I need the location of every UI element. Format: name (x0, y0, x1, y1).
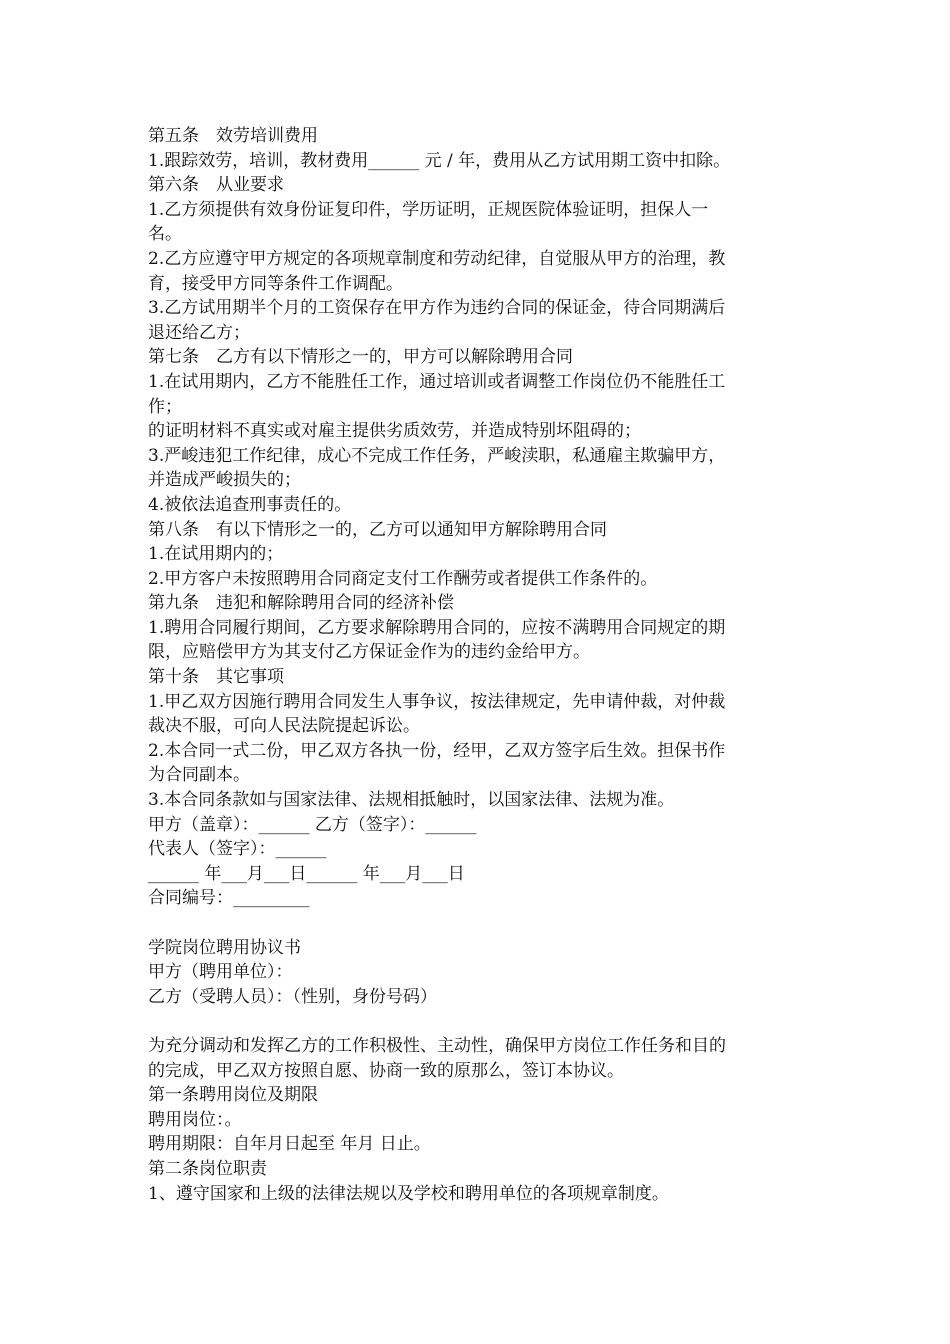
text-line: 1.在试用期内，乙方不能胜任工作，通过培训或者调整工作岗位仍不能胜任工 (148, 371, 726, 392)
article-heading-1: 第一条聘用岗位及期限 (148, 1085, 318, 1106)
document-body (148, 124, 803, 1206)
section-heading-10: 第十条 其它事项 (148, 667, 284, 688)
text-line: 退还给乙方； (148, 322, 250, 343)
text-line: 3.严峻违犯工作纪律，成心不完成工作任务，严峻渎职，私通雇主欺骗甲方， (148, 445, 726, 466)
signature-line: 代表人（签字）：______ (148, 839, 327, 860)
text-line: 2.甲方客户未按照聘用合同商定支付工作酬劳或者提供工作条件的。 (148, 568, 658, 589)
text-line: 1.跟踪效劳，培训，教材费用______ 元 / 年，费用从乙方试用期工资中扣除。 (148, 150, 731, 171)
text-line: 育，接受甲方同等条件工作调配。 (148, 273, 403, 294)
blank-line (148, 1009, 803, 1034)
text-line: 裁决不服，可向人民法院提起诉讼。 (148, 716, 420, 737)
text-line: 1.聘用合同履行期间，乙方要求解除聘用合同的，应按不满聘用合同规定的期 (148, 617, 726, 638)
text-line: 3.乙方试用期半个月的工资保存在甲方作为违约合同的保证金，待合同期满后 (148, 298, 726, 319)
article-heading-2: 第二条岗位职责 (148, 1158, 267, 1179)
text-line: 4.被依法追查刑事责任的。 (148, 494, 352, 515)
text-line: 1.在试用期内的； (148, 544, 284, 565)
signature-line: 甲方（盖章）：______ 乙方（签字）：______ (148, 814, 477, 835)
section-heading-7: 第七条 乙方有以下情形之一的，甲方可以解除聘用合同 (148, 347, 573, 368)
text-line: 1、遵守国家和上级的法律法规以及学校和聘用单位的各项规章制度。 (148, 1183, 669, 1204)
section-heading-6: 第六条 从业要求 (148, 175, 284, 196)
contract-number-line: 合同编号：_________ (148, 888, 310, 909)
section-heading-8: 第八条 有以下情形之一的，乙方可以通知甲方解除聘用合同 (148, 519, 607, 540)
agreement-title: 学院岗位聘用协议书 (148, 937, 301, 958)
text-line: 作； (148, 396, 182, 417)
text-line: 聘用期限：自年月日起至 年月 日止。 (148, 1134, 431, 1155)
text-line: 为合同副本。 (148, 765, 250, 786)
text-line: 1.乙方须提供有效身份证复印件，学历证明，正规医院体验证明，担保人一 (148, 199, 709, 220)
section-heading-9: 第九条 违犯和解除聘用合同的经济补偿 (148, 593, 454, 614)
party-a-line: 甲方（聘用单位）： (148, 962, 293, 983)
text-line: 名。 (148, 224, 182, 245)
text-line: 限，应赔偿甲方为其支付乙方保证金作为的违约金给甲方。 (148, 642, 590, 663)
text-line: 聘用岗位：。 (148, 1109, 242, 1130)
text-line: 并造成严峻损失的； (148, 470, 301, 491)
text-line: 3.本合同条款如与国家法律、法规相抵触时，以国家法律、法规为准。 (148, 790, 675, 811)
text-line: 1.甲乙双方因施行聘用合同发生人事争议，按法律规定，先申请仲裁，对仲裁 (148, 691, 726, 712)
text-line: 2.乙方应遵守甲方规定的各项规章制度和劳动纪律，自觉服从甲方的治理，教 (148, 248, 726, 269)
section-heading-5: 第五条 效劳培训费用 (148, 126, 318, 146)
text-line: 的完成，甲乙双方按照自愿、协商一致的原那么，签订本协议。 (148, 1060, 624, 1081)
text-line: 的证明材料不真实或对雇主提供劣质效劳，并造成特别坏阻碍的； (148, 421, 641, 442)
date-line: ______ 年___月___日______ 年___月___日 (148, 863, 465, 884)
blank-line (148, 911, 803, 936)
party-b-line: 乙方（受聘人员）：（性别，身份号码） (148, 986, 437, 1007)
text-line: 2.本合同一式二份，甲乙双方各执一份，经甲，乙双方签字后生效。担保书作 (148, 740, 726, 761)
text-line: 为充分调动和发挥乙方的工作积极性、主动性，确保甲方岗位工作任务和目的 (148, 1035, 726, 1056)
